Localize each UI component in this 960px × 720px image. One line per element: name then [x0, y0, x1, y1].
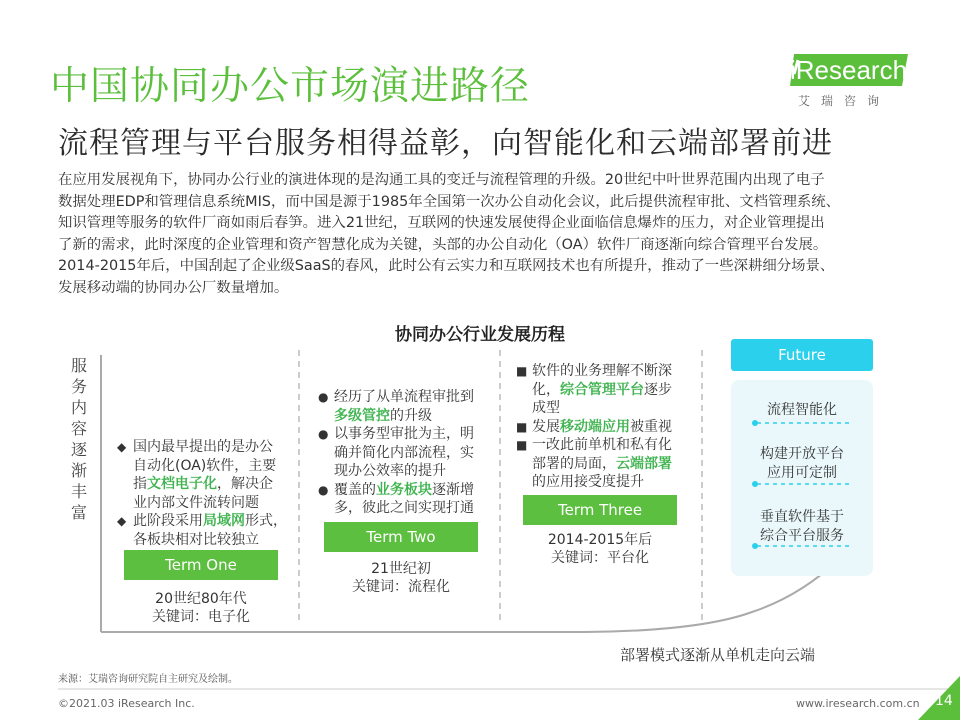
bullet-segment: ，解决企: [217, 476, 273, 492]
bullet-line: [133, 494, 276, 513]
bullet-segment: 覆盖的: [334, 481, 376, 498]
bullet-marker-icon: ●: [318, 427, 329, 441]
bullet-segment: 的升级: [390, 407, 432, 424]
future-item-line: 构建开放平台: [760, 446, 844, 462]
bullet-segment: 各板块相对比较独立: [133, 531, 259, 548]
x-axis-label: 部署模式逐渐从单机走向云端: [620, 646, 816, 664]
bullet-line: [334, 462, 474, 481]
term-three-era: 2014-2015年后: [547, 532, 653, 548]
term-one-badge: Term One: [124, 550, 278, 580]
bullet-marker-icon: ■: [516, 438, 528, 452]
bullet-segment: 部署的局面，: [532, 455, 616, 472]
bullet-item: [318, 481, 500, 518]
intro-line: 知识管理等服务的软件厂商如雨后春笋。进入21世纪，互联网的快速发展使得企业面临信息爆炸的压力，对企业管理提出: [58, 215, 825, 231]
bullet-segment: 以事务型审批为主，明: [334, 426, 474, 442]
intro-line: 发展移动端的协同办公厂数量增加。: [58, 279, 289, 296]
intro-line: 2014-2015年后，中国刮起了企业级SaaS的春风，此时公有云实力和互联网技术也有所提升，推动了一些深耕细分场景、: [58, 258, 835, 274]
intro-line: 数据处理EDP和管理信息系统MIS，而中国是源于1985年全国第一次办公自动化会议，此后提供流程审批、文档管理系统、: [58, 193, 841, 210]
bullet-line: [334, 444, 474, 463]
bullet-text: [334, 388, 474, 425]
bullet-line: [133, 475, 276, 494]
highlight-text: 多级管控: [334, 407, 390, 424]
bullet-segment: 形式，: [245, 513, 287, 529]
bullet-line: [334, 481, 474, 500]
term-three-badge: Term Three: [523, 495, 677, 525]
term-two-era: 21世纪初: [371, 561, 431, 577]
bullet-item: [318, 388, 500, 425]
bullet-line: [532, 381, 672, 400]
bullet-marker-icon: ■: [516, 419, 528, 434]
term-one-footer: [124, 590, 278, 626]
term-three-keyword: 关键词：平台化: [551, 550, 649, 566]
bullet-segment: 发展: [532, 418, 560, 435]
future-item-line: 垂直软件基于: [760, 509, 844, 525]
bullet-line: [334, 388, 474, 407]
footer-divider: [58, 688, 960, 691]
term-one-era: 20世纪80年代: [155, 591, 247, 607]
bullet-segment: 国内最早提出的是办公: [133, 439, 273, 455]
bullet-segment: 多，彼此之间实现打通: [334, 500, 474, 516]
logo-subtitle: 艾瑞咨询: [798, 94, 891, 108]
highlight-text: 局域网: [203, 513, 245, 529]
term-one-keyword: 关键词：电子化: [152, 609, 250, 625]
bullet-item: [516, 362, 698, 418]
page-title: 中国协同办公市场演进路径: [50, 64, 531, 109]
bullet-line: [532, 418, 672, 437]
future-badge: Future: [731, 339, 873, 371]
bullet-line: [532, 399, 672, 418]
bullet-segment: 的应用接受度提升: [532, 474, 644, 490]
bullet-segment: 被重视: [630, 418, 672, 435]
term-two-content: [318, 388, 500, 518]
future-item-line: 流程智能化: [767, 402, 837, 418]
bullet-text: [532, 418, 672, 437]
bullet-item: [117, 438, 299, 512]
bullet-text: [133, 512, 287, 549]
bullet-segment: 现办公效率的提升: [334, 463, 446, 479]
bullet-line: [133, 438, 276, 457]
bullet-line: [334, 499, 474, 518]
bullet-segment: 化，: [532, 381, 560, 398]
term-two-badge: Term Two: [324, 522, 478, 552]
bullet-line: [532, 455, 672, 474]
bullet-line: [133, 512, 287, 531]
future-item: [731, 508, 873, 546]
term-one-content: [117, 438, 299, 549]
bullet-line: [334, 425, 474, 444]
logo-brand: iResearch: [790, 55, 908, 85]
intro-line: 了新的需求，此时深度的企业管理和资产智慧化成为关键，头部的办公自动化（OA）软件厂商逐渐向综合管理平台发展。: [58, 236, 828, 253]
highlight-text: 综合管理平台: [560, 381, 644, 398]
bullet-line: [334, 407, 474, 426]
bullet-line: [133, 531, 287, 550]
bullet-marker-icon: ◆: [117, 440, 127, 454]
bullet-text: [133, 438, 276, 512]
bullet-marker-icon: ■: [516, 364, 528, 378]
bullet-segment: 此阶段采用: [133, 513, 203, 529]
bullet-segment: 业内部文件流转问题: [133, 494, 259, 511]
y-axis-label-text: 服务内容逐渐丰富: [71, 356, 88, 522]
bullet-segment: 软件的业务理解不断深: [532, 363, 672, 379]
copyright: ©2021.03 iResearch Inc.: [58, 697, 195, 710]
bullet-segment: 经历了从单流程审批到: [334, 389, 474, 405]
bullet-text: [532, 436, 672, 492]
bullet-line: [532, 436, 672, 455]
bullet-line: [532, 362, 672, 381]
term-three-footer: [523, 531, 677, 567]
source-note: 来源：艾瑞咨询研究院自主研究及绘制。: [58, 674, 238, 685]
bullet-marker-icon: ◆: [117, 514, 127, 528]
term-three-content: [516, 362, 698, 492]
bullet-segment: 确并简化内部流程，实: [334, 444, 474, 461]
bullet-item: [318, 425, 500, 481]
bullet-marker-icon: ●: [318, 482, 329, 497]
highlight-text: 业务板块: [376, 481, 432, 498]
highlight-text: 移动端应用: [560, 418, 630, 435]
y-axis-label: [68, 355, 90, 523]
bullet-text: [532, 362, 672, 418]
bullet-item: [117, 512, 299, 549]
future-item-line: 综合平台服务: [760, 528, 844, 544]
bullet-line: [133, 457, 276, 476]
bullet-text: [334, 481, 474, 518]
bullet-segment: 成型: [532, 400, 560, 416]
highlight-text: 云端部署: [616, 455, 672, 472]
bullet-text: [334, 425, 474, 481]
future-item-line: 应用可定制: [767, 465, 837, 481]
diagram-title: 协同办公行业发展历程: [395, 325, 565, 345]
term-two-keyword: 关键词：流程化: [352, 579, 450, 595]
future-item: [731, 445, 873, 483]
intro-line: 在应用发展视角下，协同办公行业的演进体现的是沟通工具的变迁与流程管理的升级。20世纪中叶世界范围内出现了电子: [58, 172, 825, 188]
term-two-footer: [324, 560, 478, 596]
bullet-segment: 指: [133, 476, 147, 492]
bullet-marker-icon: ●: [318, 390, 329, 404]
bullet-line: [532, 473, 672, 492]
bullet-item: [516, 418, 698, 437]
bullet-segment: 自动化(OA)软件，主要: [133, 457, 277, 474]
page-number: 14: [935, 693, 953, 709]
page-subtitle: 流程管理与平台服务相得益彰，向智能化和云端部署前进: [58, 126, 833, 161]
bullet-segment: 逐渐增: [432, 481, 474, 498]
bullet-item: [516, 436, 698, 492]
website-link[interactable]: www.iresearch.com.cn: [796, 697, 920, 710]
future-item: [731, 401, 873, 420]
highlight-text: 文档电子化: [147, 476, 217, 492]
bullet-segment: 一改此前单机和私有化: [532, 437, 672, 453]
intro-paragraph: [58, 170, 918, 299]
bullet-segment: 逐步: [644, 381, 672, 398]
